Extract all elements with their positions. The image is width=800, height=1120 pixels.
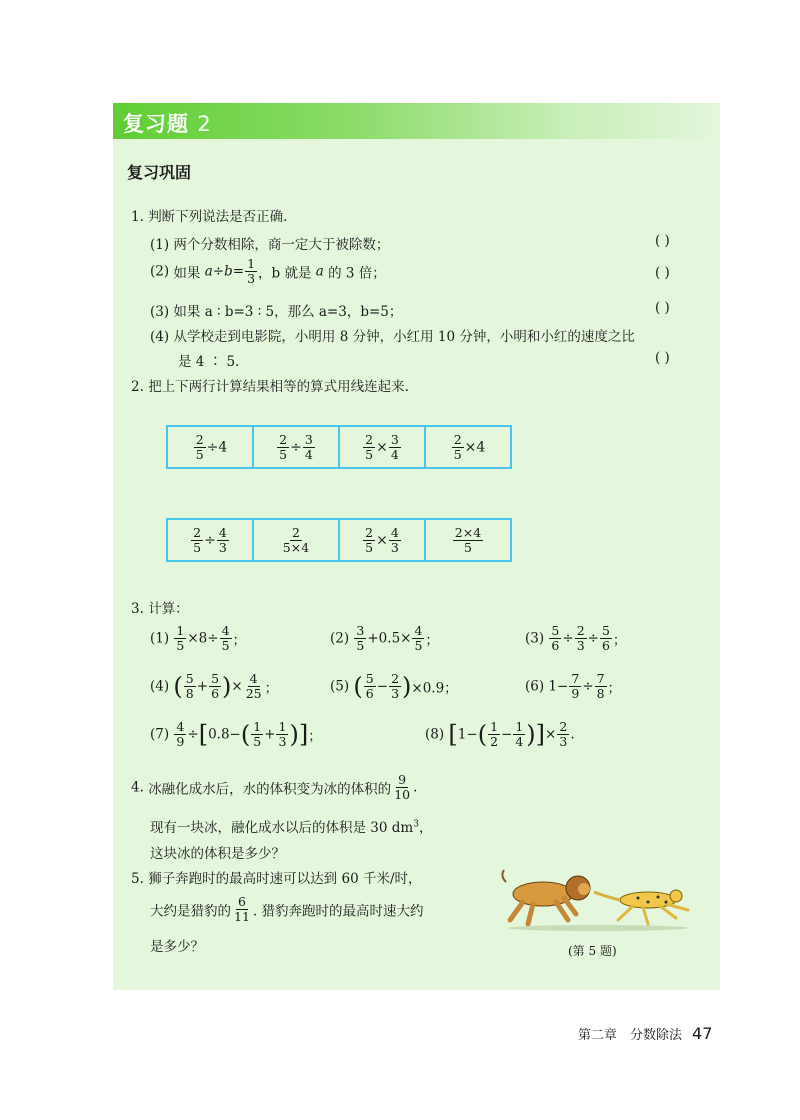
q3-item-6: (6) 1− $\frac{7}{9}$ ÷ $\frac{7}{8}$ ； [525, 671, 622, 701]
q3-item-4: (4) ( $\frac{5}{8}$ + $\frac{5}{6}$ )× $\frac{4}{25}$ ； [150, 671, 279, 701]
lion-chasing-cheetah-illustration [498, 862, 698, 932]
answer-blank-2[interactable]: ( ) [655, 265, 670, 281]
q1-item-4: (4) 从学校走到电影院，小明用 8 分钟，小红用 10 分钟，小明和小红的速度之比 [150, 329, 635, 345]
answer-blank-3[interactable]: ( ) [655, 300, 670, 316]
title-bar [113, 103, 720, 139]
q3-item-3: (3) $\frac{5}{6}$ ÷ $\frac{2}{3}$ ÷ $\frac{5}{6}$ ； [525, 623, 627, 653]
q3-item-5: (5) ( $\frac{5}{6}$ − $\frac{2}{3}$ )×0.9； [330, 671, 458, 701]
top-expression-row [166, 425, 512, 469]
top-expression-2[interactable]: $\frac{2}{5}$ ÷ $\frac{3}{4}$ [253, 426, 339, 468]
top-expression-1[interactable]: $\frac{2}{5}$ ÷4 [167, 426, 253, 468]
question-5-line1: 5. 狮子奔跑时的最高时速可以达到 60 千米/时， [131, 871, 422, 887]
question-4-line1: 4. 冰融化成水后，水的体积变为冰的体积的 $\frac{9}{10}$ . [131, 772, 418, 802]
page-number: 47 [692, 1024, 713, 1043]
page-title: 复习题 2 [123, 112, 212, 136]
q1-item-4-line2: 是 4 ∶ 5. [178, 354, 240, 370]
q3-item-7: (7) $\frac{4}{9}$ ÷[0.8−( $\frac{1}{5}$ + $\frac{1}{3}$ )]； [150, 719, 322, 749]
bottom-expression-3[interactable]: $\frac{2}{5}$ × $\frac{4}{3}$ [339, 519, 425, 561]
question-3-stem: 3. 计算： [131, 601, 189, 617]
top-expression-3[interactable]: $\frac{2}{5}$ × $\frac{3}{4}$ [339, 426, 425, 468]
question-5-line3: 是多少？ [150, 939, 204, 955]
question-5-line2: 大约是猎豹的 $\frac{6}{11}$ . 猎豹奔跑时的最高时速大约 [150, 894, 424, 924]
bottom-expression-1[interactable]: $\frac{2}{5}$ ÷ $\frac{4}{3}$ [167, 519, 253, 561]
q3-item-1: (1) $\frac{1}{5}$ ×8÷ $\frac{4}{5}$ ； [150, 623, 247, 653]
answer-blank-1[interactable]: ( ) [655, 233, 670, 249]
question-2-stem: 2. 把上下两行计算结果相等的算式用线连起来. [131, 379, 409, 395]
question-1-stem: 1. 判断下列说法是否正确. [131, 209, 288, 225]
bottom-expression-row [166, 518, 512, 562]
figure-caption: (第 5 题) [568, 944, 617, 958]
q1-item-2: (2) 如果 a÷b= $\frac{1}{3}$ ，b 就是 a 的 3 倍； [150, 256, 386, 286]
q1-item-1: (1) 两个分数相除，商一定大于被除数； [150, 237, 390, 253]
chapter-title: 第二章 分数除法 [578, 1028, 683, 1043]
bottom-expression-2[interactable]: $\frac{2}{5\times 4}$ [253, 519, 339, 561]
page-footer [578, 1024, 712, 1043]
question-4-line3: 这块冰的体积是多少？ [150, 846, 285, 862]
q3-item-8: (8) [1−( $\frac{1}{2}$ − $\frac{1}{4}$ )]× $\frac{2}{3}$ . [425, 719, 575, 749]
top-expression-4[interactable]: $\frac{2}{5}$ ×4 [425, 426, 511, 468]
bottom-expression-4[interactable]: $\frac{2\times 4}{5}$ [425, 519, 511, 561]
q3-item-2: (2) $\frac{3}{5}$ +0.5× $\frac{4}{5}$ ； [330, 623, 439, 653]
answer-blank-4[interactable]: ( ) [655, 350, 670, 366]
fraction: $\frac{1}{3}$ [247, 256, 256, 286]
section-heading: 复习巩固 [127, 163, 192, 182]
q1-item-3: (3) 如果 a ∶ b=3 ∶ 5，那么 a=3，b=5； [150, 304, 403, 320]
question-4-line2: 现有一块冰，融化成水以后的体积是 30 $dm^3$， [150, 819, 433, 836]
